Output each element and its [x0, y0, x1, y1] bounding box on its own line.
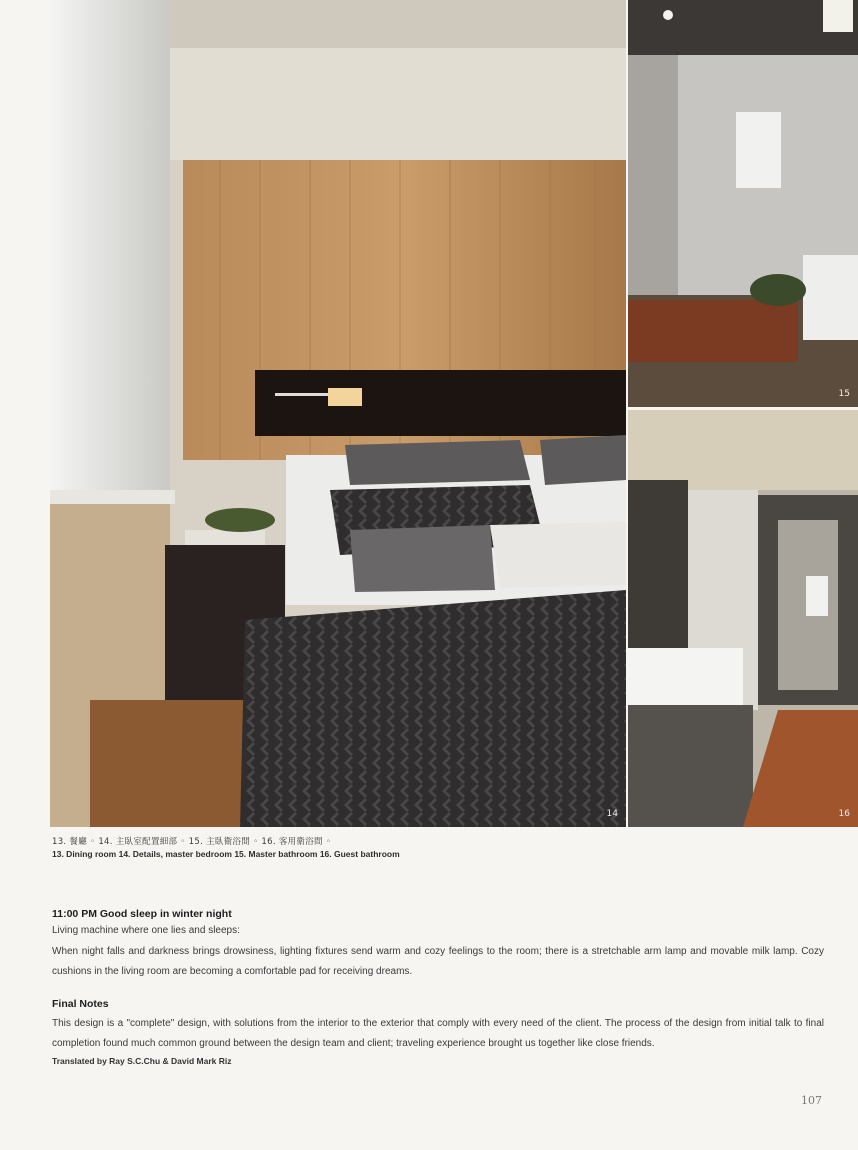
section-body: This design is a "complete" design, with solutions from the interior to the exterior that comply with every need of the client. The process of the design from initial talk to final completion found much common ground between the design team and client; traveling experience brought us together like close friends. [52, 1018, 824, 1049]
photo-number: 16 [838, 809, 850, 819]
photo-number: 14 [606, 809, 618, 819]
translator-credit: Translated by Ray S.C.Chu & David Mark Riz [52, 1056, 232, 1066]
photo-captions [52, 835, 400, 859]
bedroom-photo [50, 0, 626, 827]
section-body: When night falls and darkness brings drowsiness, lighting fixtures send warm and cozy feelings to the room; there is a stretchable arm lamp and movable milk lamp. Cozy cushions in the living room are becoming a comfortable pad for receiving dreams. [52, 946, 824, 977]
master-bathroom-photo [628, 0, 858, 407]
section-subheading: Living machine where one lies and sleeps: [52, 925, 240, 936]
section-final-notes [52, 998, 824, 1066]
section-heading: Final Notes [52, 998, 109, 1010]
photo-number: 15 [838, 389, 850, 399]
section-good-sleep [52, 908, 824, 982]
guest-bathroom-photo [628, 410, 858, 827]
page-number: 107 [801, 1094, 822, 1107]
caption-chinese: 13. 餐廳 ◦ 14. 主臥室配置細部 ◦ 15. 主臥衛浴間 ◦ 16. 客用衛浴間 ◦ [52, 837, 332, 847]
section-heading: 11:00 PM Good sleep in winter night [52, 908, 232, 920]
caption-english: 13. Dining room 14. Details, master bedroom 15. Master bathroom 16. Guest bathroom [52, 849, 400, 859]
